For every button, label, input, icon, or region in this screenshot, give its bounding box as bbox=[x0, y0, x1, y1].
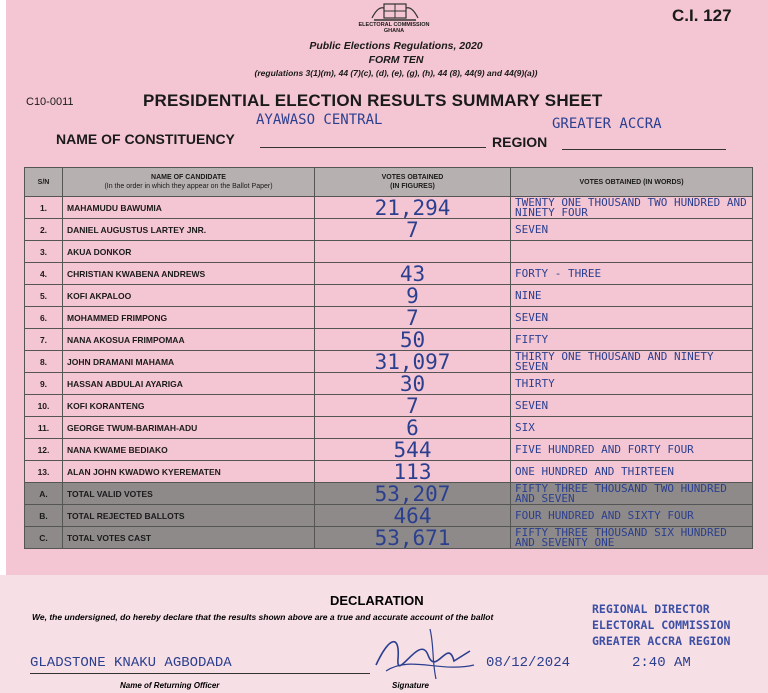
sn-cell: 5. bbox=[25, 285, 63, 307]
constituency-label: NAME OF CONSTITUENCY bbox=[56, 131, 235, 147]
region-label: REGION bbox=[492, 134, 548, 150]
votes-words-cell: FIVE HUNDRED AND FORTY FOUR bbox=[511, 439, 753, 461]
votes-figures-cell: 50 bbox=[315, 329, 511, 351]
sn-cell: 3. bbox=[25, 241, 63, 263]
votes-figures-cell: 7 bbox=[315, 219, 511, 241]
candidate-name-cell: ALAN JOHN KWADWO KYEREMATEN bbox=[63, 461, 315, 483]
totals-row bbox=[25, 483, 753, 505]
candidate-name-cell: TOTAL VOTES CAST bbox=[63, 527, 315, 549]
votes-words-cell: FIFTY THREE THOUSAND TWO HUNDRED AND SEVEN bbox=[511, 483, 753, 505]
candidate-name-cell: MOHAMMED FRIMPONG bbox=[63, 307, 315, 329]
votes-figures-cell: 113 bbox=[315, 461, 511, 483]
totals-row bbox=[25, 527, 753, 549]
candidate-name-cell: GEORGE TWUM-BARIMAH-ADU bbox=[63, 417, 315, 439]
table-row bbox=[25, 395, 753, 417]
table-row bbox=[25, 461, 753, 483]
regulations-block bbox=[186, 39, 606, 67]
candidate-name-cell: TOTAL REJECTED BALLOTS bbox=[63, 505, 315, 527]
votes-words-cell bbox=[511, 241, 753, 263]
candidate-name-cell: HASSAN ABDULAI AYARIGA bbox=[63, 373, 315, 395]
coat-of-arms-icon bbox=[370, 2, 420, 22]
candidate-name-cell: NANA KWAME BEDIAKO bbox=[63, 439, 315, 461]
votes-words-cell: SIX bbox=[511, 417, 753, 439]
candidate-header-note: (In the order in which they appear on the Ballot Paper) bbox=[104, 183, 273, 190]
votes-words-cell: SEVEN bbox=[511, 219, 753, 241]
table-row bbox=[25, 307, 753, 329]
votes-figures-cell: 6 bbox=[315, 417, 511, 439]
candidate-name-cell: JOHN DRAMANI MAHAMA bbox=[63, 351, 315, 373]
region-value: GREATER ACCRA bbox=[552, 116, 662, 132]
ci-number: C.I. 127 bbox=[672, 6, 732, 25]
sn-cell: 7. bbox=[25, 329, 63, 351]
declaration-time: 2:40 AM bbox=[632, 655, 691, 671]
votes-figures-cell: 31,097 bbox=[315, 351, 511, 373]
words-header: VOTES OBTAINED (IN WORDS) bbox=[511, 168, 753, 197]
votes-words-cell: TWENTY ONE THOUSAND TWO HUNDRED AND NINETY FOUR bbox=[511, 197, 753, 219]
sn-cell: 1. bbox=[25, 197, 63, 219]
results-summary-sheet bbox=[6, 0, 768, 575]
figures-header-label: VOTES OBTAINED bbox=[381, 174, 444, 181]
regulations-title: Public Elections Regulations, 2020 bbox=[309, 40, 483, 52]
declaration-text: We, the undersigned, do hereby declare that the results shown above are a true and accurate account of the ballot bbox=[32, 612, 494, 622]
table-header-row bbox=[25, 168, 753, 197]
candidate-name-cell: CHRISTIAN KWABENA ANDREWS bbox=[63, 263, 315, 285]
sn-cell: 6. bbox=[25, 307, 63, 329]
table-row bbox=[25, 329, 753, 351]
votes-words-cell: FIFTY THREE THOUSAND SIX HUNDRED AND SEVENTY ONE bbox=[511, 527, 753, 549]
votes-words-cell: THIRTY ONE THOUSAND AND NINETY SEVEN bbox=[511, 351, 753, 373]
table-row bbox=[25, 417, 753, 439]
table-row bbox=[25, 373, 753, 395]
votes-figures-cell: 464 bbox=[315, 505, 511, 527]
votes-figures-cell: 544 bbox=[315, 439, 511, 461]
votes-figures-cell: 9 bbox=[315, 285, 511, 307]
sn-cell: C. bbox=[25, 527, 63, 549]
votes-words-cell: SEVEN bbox=[511, 395, 753, 417]
sn-cell: A. bbox=[25, 483, 63, 505]
candidate-name-cell: DANIEL AUGUSTUS LARTEY JNR. bbox=[63, 219, 315, 241]
regional-director-stamp bbox=[592, 601, 730, 649]
sn-cell: 12. bbox=[25, 439, 63, 461]
declaration-date: 08/12/2024 bbox=[486, 655, 571, 671]
votes-words-cell: ONE HUNDRED AND THIRTEEN bbox=[511, 461, 753, 483]
declaration-title: DECLARATION bbox=[330, 593, 424, 608]
table-row bbox=[25, 285, 753, 307]
sn-cell: 9. bbox=[25, 373, 63, 395]
declaration-section bbox=[0, 575, 768, 693]
votes-figures-cell: 43 bbox=[315, 263, 511, 285]
constituency-value: AYAWASO CENTRAL bbox=[256, 112, 383, 128]
commission-label: ELECTORAL COMMISSION bbox=[358, 22, 430, 28]
votes-figures-cell: 53,207 bbox=[315, 483, 511, 505]
table-row bbox=[25, 241, 753, 263]
table-row bbox=[25, 197, 753, 219]
candidate-name-cell: AKUA DONKOR bbox=[63, 241, 315, 263]
votes-words-cell: FORTY - THREE bbox=[511, 263, 753, 285]
candidate-name-cell: KOFI KORANTENG bbox=[63, 395, 315, 417]
stamp-line-1: REGIONAL DIRECTOR bbox=[592, 602, 710, 616]
form-label: FORM TEN bbox=[368, 54, 424, 66]
sn-header: S/N bbox=[25, 168, 63, 197]
votes-figures-cell: 7 bbox=[315, 395, 511, 417]
candidate-name-cell: TOTAL VALID VOTES bbox=[63, 483, 315, 505]
sn-cell: 10. bbox=[25, 395, 63, 417]
country-label: GHANA bbox=[383, 28, 405, 34]
sn-cell: 2. bbox=[25, 219, 63, 241]
votes-words-cell: FIFTY bbox=[511, 329, 753, 351]
officer-name-underline bbox=[30, 673, 370, 674]
stamp-line-3: GREATER ACCRA REGION bbox=[592, 634, 731, 648]
sheet-title: PRESIDENTIAL ELECTION RESULTS SUMMARY SHEET bbox=[143, 91, 603, 110]
regulations-reference: (regulations 3(1)(m), 44 (7)(c), (d), (e), (g), (h), 44 (8), 44(9) and 44(9)(a)) bbox=[254, 68, 538, 78]
sn-cell: 13. bbox=[25, 461, 63, 483]
table-row bbox=[25, 351, 753, 373]
table-row bbox=[25, 439, 753, 461]
figures-header bbox=[315, 168, 511, 197]
signature-icon bbox=[370, 625, 480, 683]
returning-officer-name: GLADSTONE KNAKU AGBODADA bbox=[30, 655, 232, 671]
candidate-header bbox=[63, 168, 315, 197]
table-row bbox=[25, 219, 753, 241]
candidate-name-cell: NANA AKOSUA FRIMPOMAA bbox=[63, 329, 315, 351]
totals-row bbox=[25, 505, 753, 527]
sn-cell: 11. bbox=[25, 417, 63, 439]
sn-cell: 8. bbox=[25, 351, 63, 373]
region-underline bbox=[562, 149, 726, 150]
candidate-header-label: NAME OF CANDIDATE bbox=[151, 174, 226, 181]
votes-figures-cell: 53,671 bbox=[315, 527, 511, 549]
returning-officer-label: Name of Returning Officer bbox=[120, 681, 220, 690]
sn-cell: 4. bbox=[25, 263, 63, 285]
constituency-underline bbox=[260, 147, 486, 148]
votes-words-cell: THIRTY bbox=[511, 373, 753, 395]
votes-words-cell: FOUR HUNDRED AND SIXTY FOUR bbox=[511, 505, 753, 527]
votes-figures-cell bbox=[315, 241, 511, 263]
table-row bbox=[25, 263, 753, 285]
votes-figures-cell: 21,294 bbox=[315, 197, 511, 219]
votes-words-cell: NINE bbox=[511, 285, 753, 307]
candidate-name-cell: MAHAMUDU BAWUMIA bbox=[63, 197, 315, 219]
signature-label: Signature bbox=[392, 681, 429, 690]
votes-figures-cell: 30 bbox=[315, 373, 511, 395]
form-code: C10-0011 bbox=[26, 96, 74, 108]
votes-figures-cell: 7 bbox=[315, 307, 511, 329]
sn-cell: B. bbox=[25, 505, 63, 527]
results-table bbox=[24, 167, 753, 549]
candidate-name-cell: KOFI AKPALOO bbox=[63, 285, 315, 307]
figures-header-note: (IN FIGURES) bbox=[390, 183, 435, 190]
commission-name bbox=[306, 22, 482, 34]
votes-words-cell: SEVEN bbox=[511, 307, 753, 329]
stamp-line-2: ELECTORAL COMMISSION bbox=[592, 618, 731, 632]
